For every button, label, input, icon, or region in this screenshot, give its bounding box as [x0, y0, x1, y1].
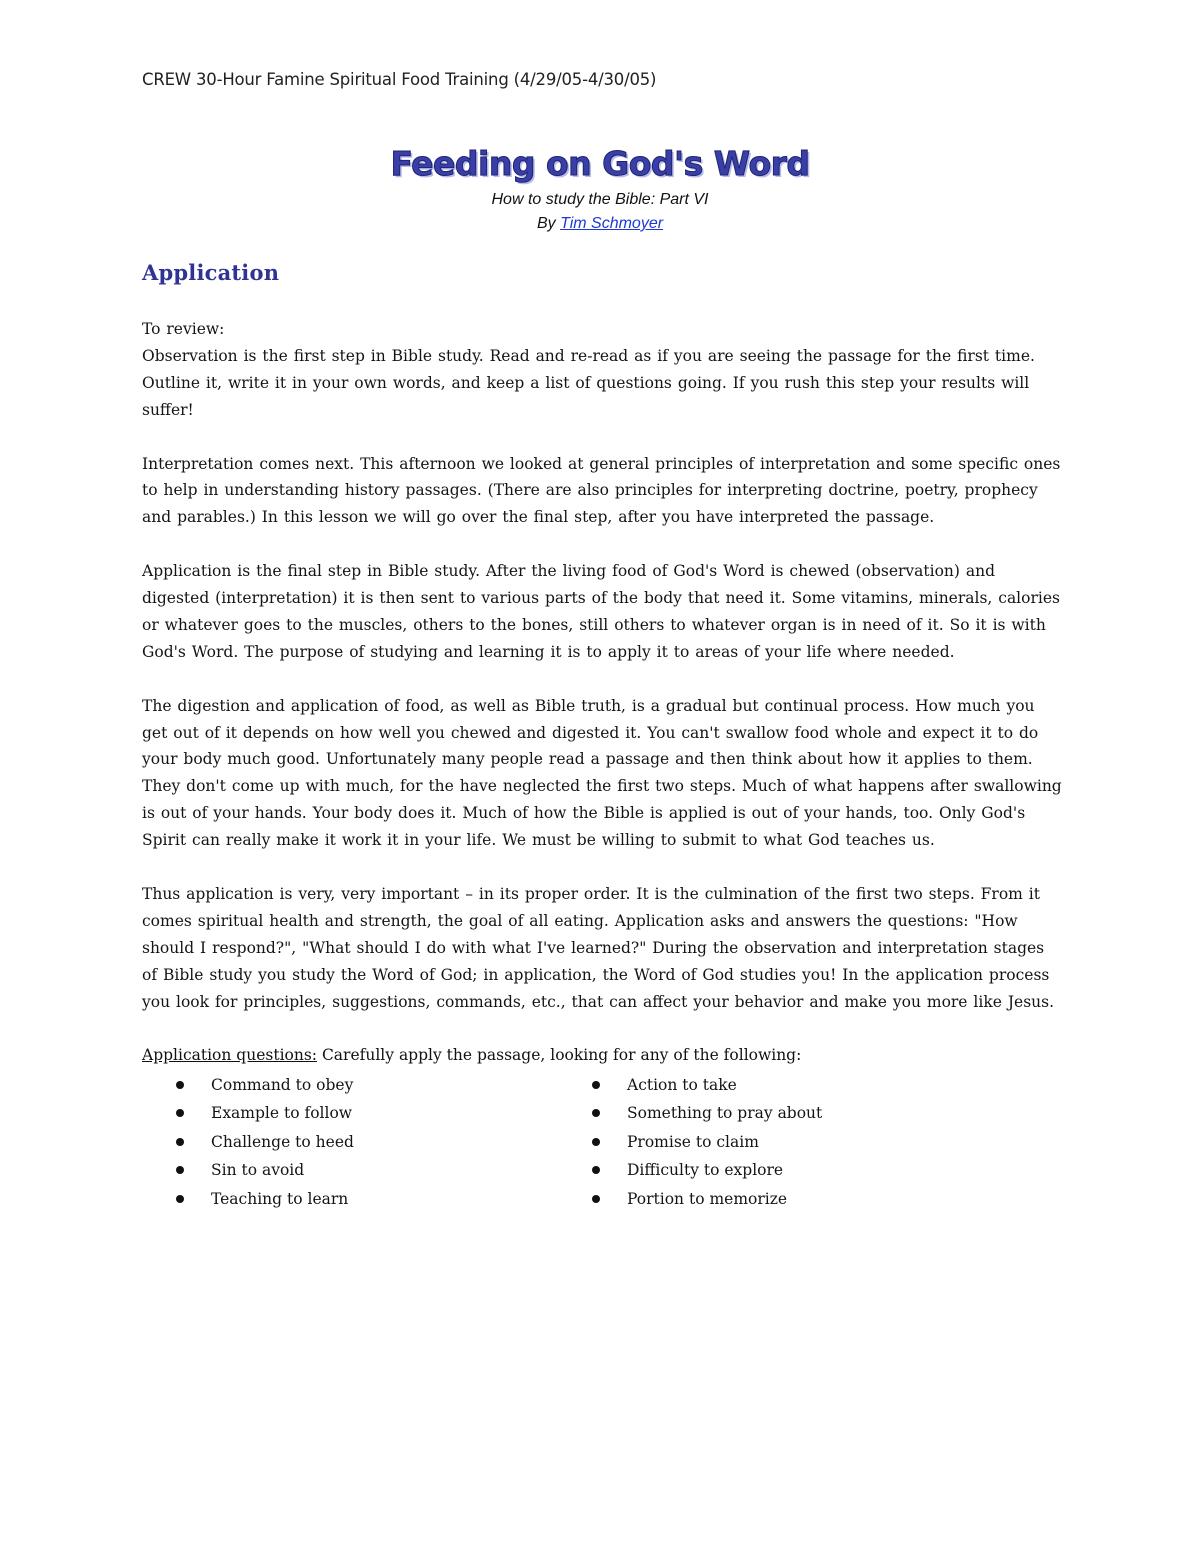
application-paragraph: Application is the final step in Bible study. After the living food of God's Word is chewed (observation) and digested (interpretation) it is then sent to various parts of the body that need it. Some vitamins, minerals, calories or whatever goes to the muscles, others to the bones, still others to whatever organ is in need of it. So it is with God's Word. The purpose of studying and learning it is to apply it to areas of your life where needed.: [142, 562, 1060, 661]
list-item: Challenge to heed: [176, 1127, 592, 1156]
bullet-icon: [176, 1081, 184, 1089]
byline: [0, 212, 1200, 236]
author-link[interactable]: Tim Schmoyer: [560, 215, 664, 232]
list-item: Sin to avoid: [176, 1156, 592, 1185]
bullet-icon: [592, 1081, 600, 1089]
document-body: [142, 316, 1062, 1213]
section-heading: Application: [142, 260, 280, 285]
application-questions-line: [142, 1042, 1062, 1069]
title-block: [0, 140, 1200, 236]
list-item: Portion to memorize: [592, 1184, 992, 1213]
observation-paragraph: Observation is the first step in Bible study. Read and re-read as if you are seeing the passage for the first time. Outline it, write it in your own words, and keep a list of questions going. If you rush this step your results will suffer!: [142, 346, 1035, 419]
list-item: Something to pray about: [592, 1099, 992, 1128]
review-intro: To review:: [142, 320, 225, 338]
bullet-icon: [592, 1195, 600, 1203]
bullet-icon: [176, 1166, 184, 1174]
application-questions-list: [176, 1070, 1062, 1213]
application-questions-text: Carefully apply the passage, looking for any of the following:: [317, 1046, 802, 1065]
list-item: Command to obey: [176, 1070, 592, 1099]
digestion-paragraph: The digestion and application of food, as well as Bible truth, is a gradual but continual process. How much you get out of it depends on how well you chewed and digested it. You can't swallow food whole and expect it to do your body much good. Unfortunately many people read a passage and then think about how it applies to them. They don't come up with much, for the have neglected the first two steps. Much of what happens after swallowing is out of your hands. Your body does it. Much of how the Bible is applied is out of your hands, too. Only God's Spirit can really make it work it in your life. We must be willing to submit to what God teaches us.: [142, 696, 1062, 850]
bullet-icon: [176, 1195, 184, 1203]
bullet-icon: [592, 1166, 600, 1174]
application-questions-label: Application questions:: [142, 1046, 318, 1065]
bullet-icon: [176, 1138, 184, 1146]
bullet-icon: [592, 1109, 600, 1117]
list-item: Action to take: [592, 1070, 992, 1099]
document-subtitle: How to study the Bible: Part VI: [491, 191, 709, 208]
bullet-icon: [592, 1138, 600, 1146]
document-title: Feeding on God's Word: [390, 144, 810, 183]
list-item: Promise to claim: [592, 1127, 992, 1156]
page-header: CREW 30-Hour Famine Spiritual Food Training (4/29/05-4/30/05): [142, 70, 657, 89]
byline-prefix: By: [536, 215, 561, 232]
list-item: Example to follow: [176, 1099, 592, 1128]
list-item: Difficulty to explore: [592, 1156, 992, 1185]
list-item: Teaching to learn: [176, 1184, 592, 1213]
importance-paragraph: Thus application is very, very important – in its proper order. It is the culmination of the first two steps. From it comes spiritual health and strength, the goal of all eating. Application asks and answers the questions: "How should I respond?", "What should I do with what I've learned?" During the observation and interpretation stages of Bible study you study the Word of God; in application, the Word of God studies you! In the application process you look for principles, suggestions, commands, etc., that can affect your behavior and make you more like Jesus.: [142, 884, 1055, 1011]
interpretation-paragraph: Interpretation comes next. This afternoon we looked at general principles of interpretation and some specific ones to help in understanding history passages. (There are also principles for interpreting doctrine, poetry, prophecy and parables.) In this lesson we will go over the final step, after you have interpreted the passage.: [142, 454, 1061, 527]
bullet-icon: [176, 1109, 184, 1117]
